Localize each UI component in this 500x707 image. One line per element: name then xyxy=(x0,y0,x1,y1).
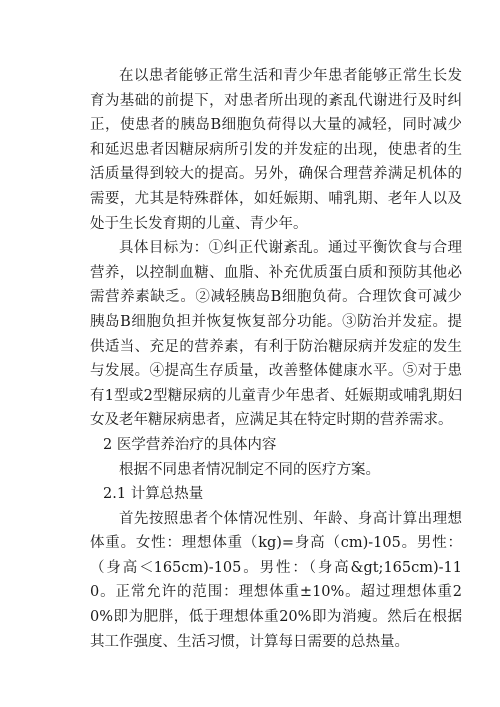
paragraph-goals: 具体目标为：①纠正代谢紊乱。通过平衡饮食与合理营养，以控制血糖、血脂、补充优质蛋白质和预防其他必需营养素缺乏。②减轻胰岛B细胞负荷。合理饮食可减少胰岛B细胞负担并恢复恢复部分功能。③防治并发症。提供适当、充足的营养素，有利于防治糖尿病并发症的发生与发展。④提高生存质量，改善整体健康水平。⑤对于患有1型或2型糖尿病的儿童青少年患者、妊娠期或哺乳期妇女及老年糖尿病患者，应满足其在特定时期的营养需求。 xyxy=(90,240,462,429)
section-heading-2-1: 2.1 计算总热量 xyxy=(103,486,204,503)
section-heading-2: 2 医学营养治疗的具体内容 xyxy=(103,436,277,453)
paragraph-intro: 在以患者能够正常生活和青少年患者能够正常生长发育为基础的前提下，对患者所出现的紊乱代谢进行及时纠正，使患者的胰岛B细胞负荷得以大量的减轻，同时减少和延迟患者因糖尿病所引发的并发症的出现，使患者的生活质量得到较大的提高。另外，确保合理营养满足机体的需要，尤其是特殊群体，如妊娠期、哺乳期、老年人以及处于生长发育期的儿童、青少年。 xyxy=(90,68,462,232)
document-body xyxy=(90,64,462,654)
paragraph-calories: 首先按照患者个体情况性别、年龄、身高计算出理想体重。女性：理想体重（kg)=身高（cm)-105。男性：（身高＜165cm)-105。男性：（身高&gt;165cm)-110。正常允许的范围：理想体重±10%。超过理想体重20%即为肥胖，低于理想体重20%即为消瘦。然后在根据其工作强度、生活习惯，计算每日需要的总热量。 xyxy=(90,510,462,650)
paragraph-plan: 根据不同患者情况制定不同的医疗方案。 xyxy=(119,461,380,478)
